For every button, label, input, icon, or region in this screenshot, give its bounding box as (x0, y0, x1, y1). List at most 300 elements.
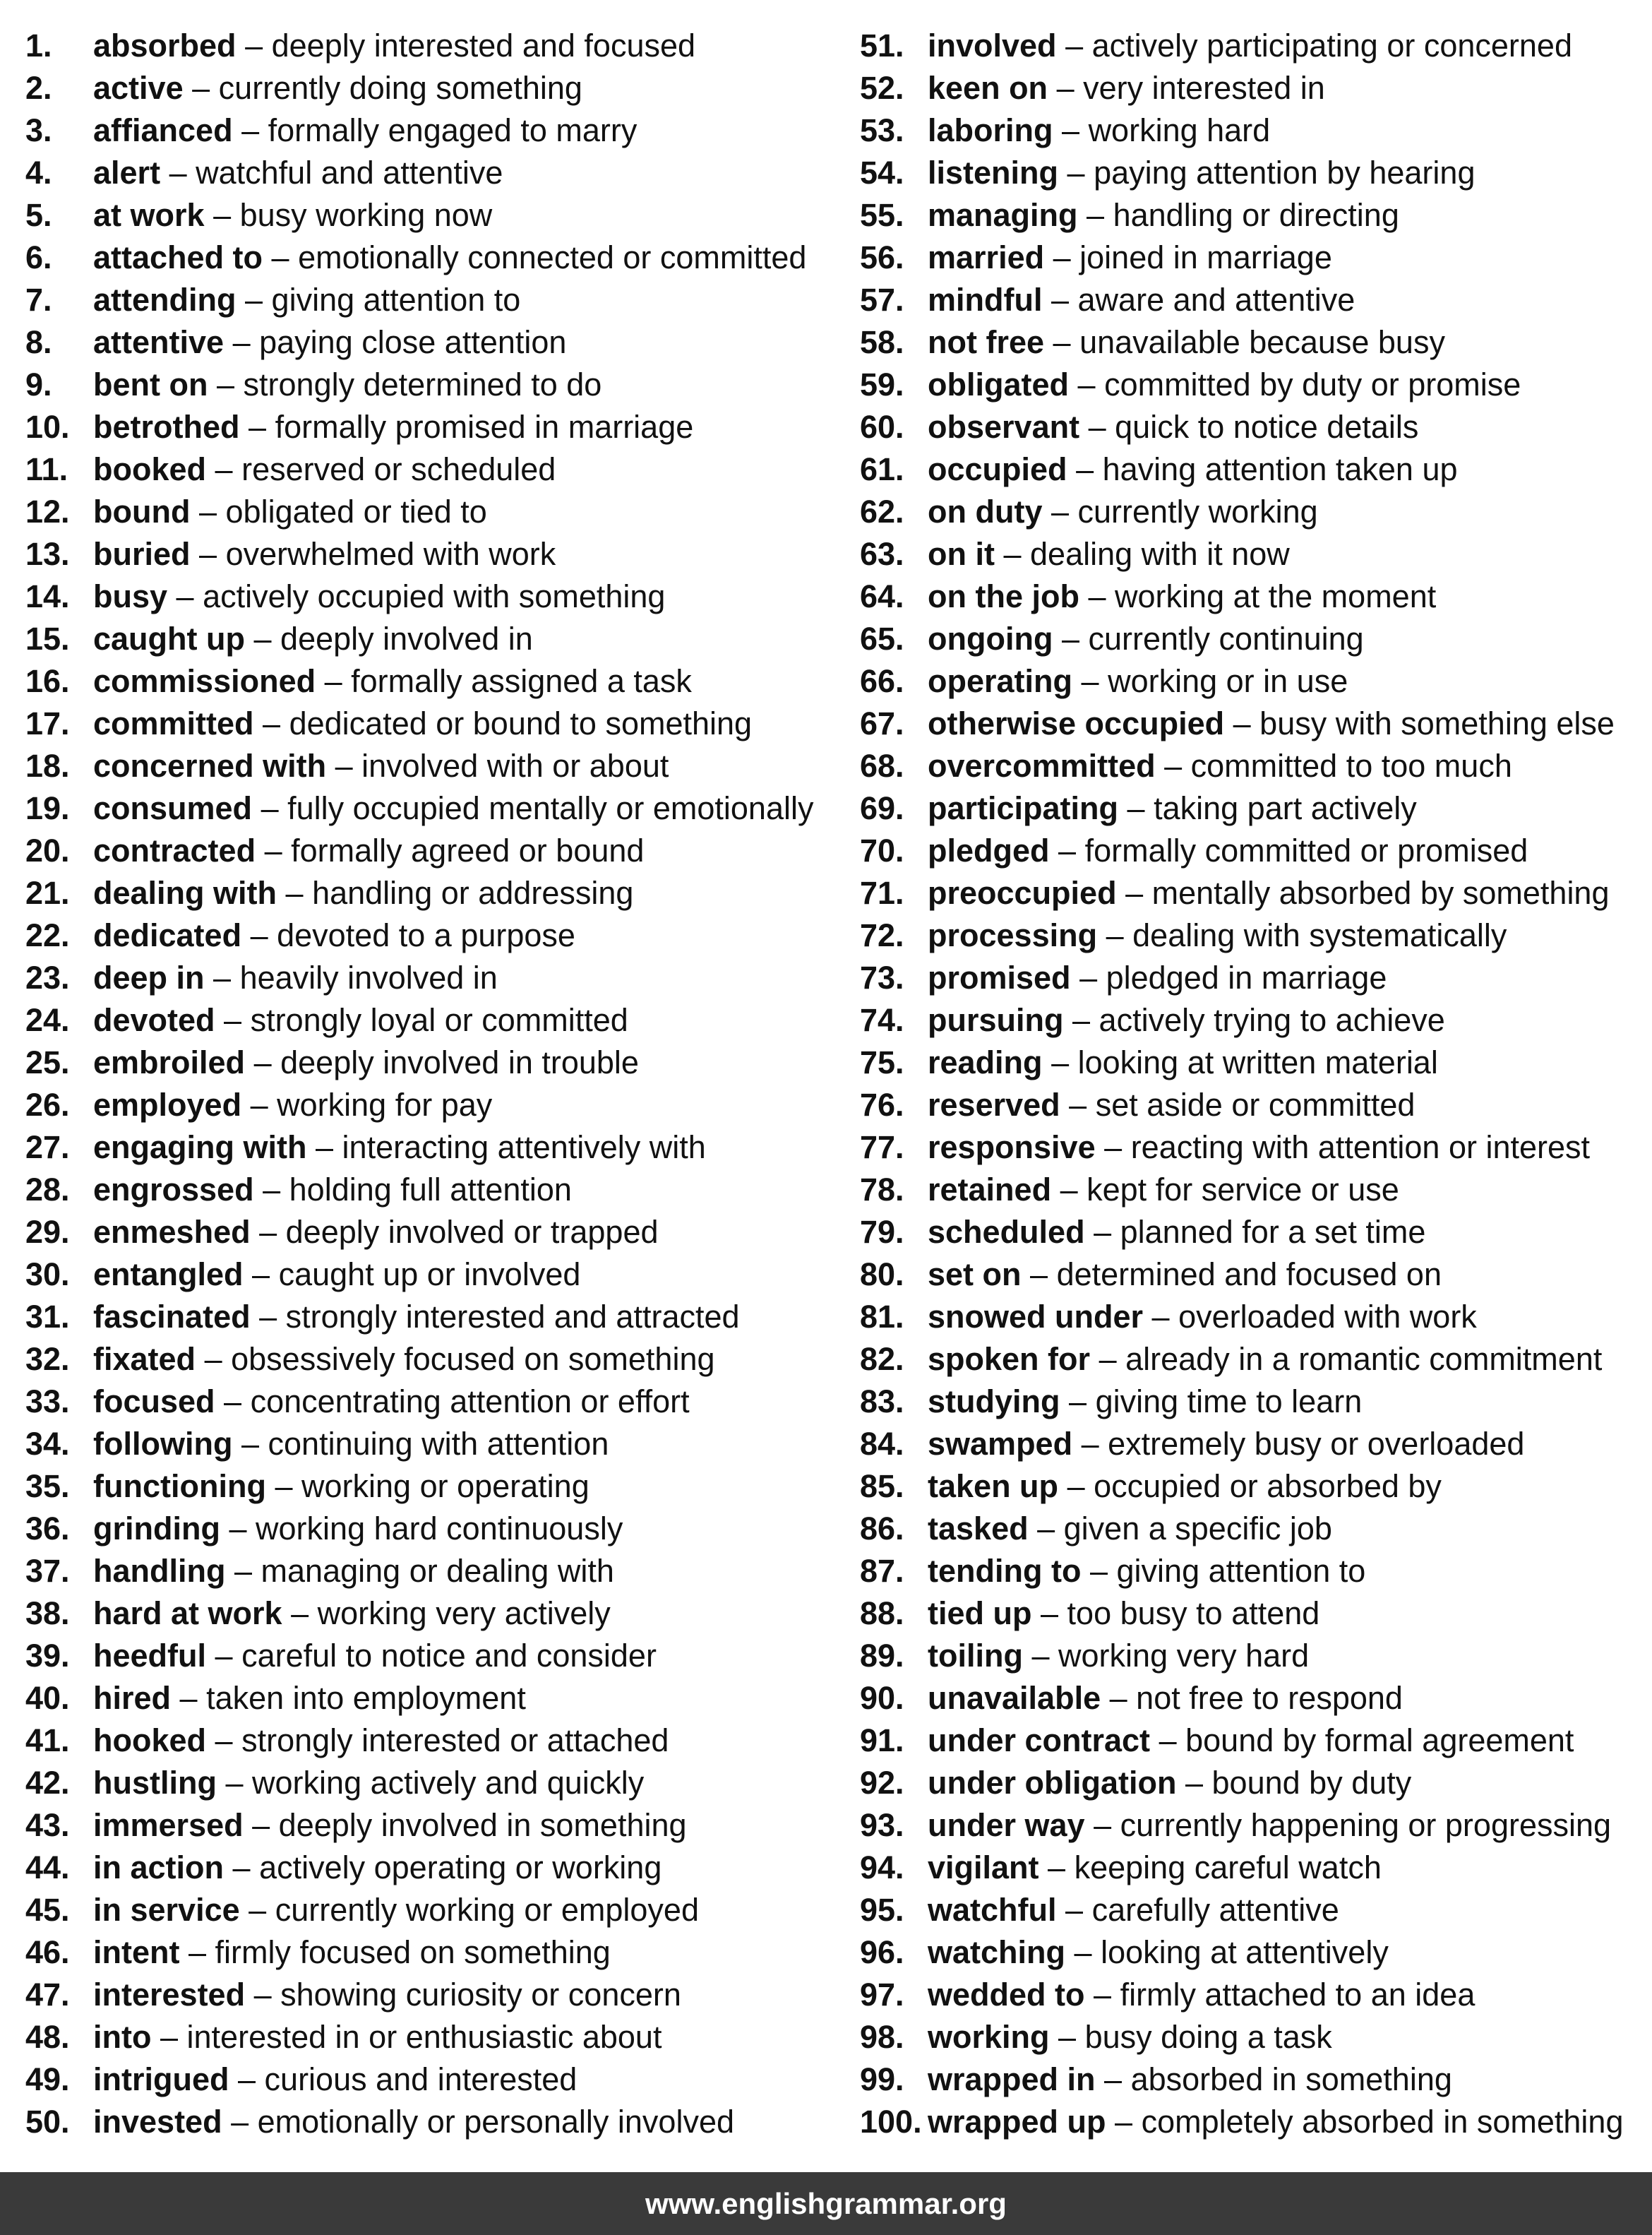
list-item-separator: – (1109, 1680, 1127, 1716)
list-item-separator: – (1079, 960, 1098, 996)
list-item-definition: overwhelmed with work (225, 536, 556, 572)
list-item-separator: – (1048, 1849, 1066, 1885)
list-item-number: 43. (25, 1807, 70, 1843)
list-item-separator: – (1037, 1510, 1055, 1546)
list-item-separator: – (1062, 112, 1080, 148)
list-item-separator: – (1056, 70, 1075, 106)
list-item (860, 703, 1644, 745)
list-item-word: toiling (928, 1638, 1023, 1674)
list-item-definition: reserved or scheduled (241, 451, 556, 487)
list-item (25, 491, 837, 533)
list-item-number: 94. (860, 1849, 904, 1885)
list-item (860, 1847, 1644, 1889)
list-item-number: 77. (860, 1129, 904, 1165)
list-item-definition: caught up or involved (278, 1256, 581, 1292)
list-item-definition: unavailable because busy (1079, 324, 1445, 360)
list-item-number: 45. (25, 1892, 70, 1928)
list-item-definition: busy doing a task (1084, 2019, 1332, 2055)
list-item-definition: set aside or committed (1095, 1087, 1415, 1123)
list-item-number: 25. (25, 1044, 70, 1080)
list-item-separator: – (1088, 578, 1106, 614)
list-item-definition: given a specific job (1063, 1510, 1332, 1546)
list-item-separator: – (1088, 409, 1106, 445)
list-item-word: mindful (928, 282, 1043, 318)
list-item-separator: – (241, 112, 260, 148)
list-item (25, 1931, 837, 1974)
list-item-word: watchful (928, 1892, 1057, 1928)
list-item-separator: – (215, 451, 233, 487)
list-item-word: in action (93, 1849, 225, 1885)
list-item-word: pledged (928, 833, 1050, 869)
list-item-number: 47. (25, 1977, 70, 2013)
list-item-definition: deeply involved in (280, 621, 533, 657)
list-item-definition: currently working or employed (275, 1892, 699, 1928)
list-item (25, 237, 837, 279)
list-item (25, 1296, 837, 1338)
list-item (860, 1423, 1644, 1465)
list-item (860, 999, 1644, 1042)
list-item-definition: handling or directing (1113, 197, 1399, 233)
list-item (860, 152, 1644, 194)
list-item-separator: – (1233, 705, 1251, 741)
list-item-separator: – (1081, 1426, 1099, 1462)
list-item-separator: – (1099, 1341, 1117, 1377)
list-item-separator: – (1061, 621, 1079, 657)
list-item (860, 1508, 1644, 1550)
list-item-number: 36. (25, 1510, 70, 1546)
list-item-definition: working very actively (317, 1595, 611, 1631)
list-item-number: 68. (860, 748, 904, 784)
list-item (860, 576, 1644, 618)
list-item-number: 55. (860, 197, 904, 233)
list-item-separator: – (1164, 748, 1183, 784)
list-item-number: 78. (860, 1172, 904, 1208)
list-item-number: 48. (25, 2019, 70, 2055)
list-item-word: in service (93, 1892, 240, 1928)
list-item-word: promised (928, 960, 1071, 996)
list-item-definition: currently happening or progressing (1120, 1807, 1612, 1843)
list-item-separator: – (176, 578, 194, 614)
list-item (860, 787, 1644, 830)
list-item (25, 1338, 837, 1381)
list-item-word: observant (928, 409, 1080, 445)
list-item-definition: giving attention to (1116, 1553, 1366, 1589)
list-item-definition: mentally absorbed by something (1151, 875, 1610, 911)
list-item-number: 60. (860, 409, 904, 445)
list-item-word: preoccupied (928, 875, 1117, 911)
list-item-word: busy (93, 578, 168, 614)
list-item-number: 86. (860, 1510, 904, 1546)
list-item (25, 914, 837, 957)
list-item-number: 54. (860, 155, 904, 191)
list-item-number: 65. (860, 621, 904, 657)
list-item-definition: holding full attention (289, 1172, 572, 1208)
list-item-definition: watchful and attentive (196, 155, 503, 191)
list-item-separator: – (1104, 2061, 1123, 2097)
list-item-number: 12. (25, 494, 70, 530)
list-item (25, 618, 837, 660)
list-item-definition: concentrating attention or effort (250, 1383, 690, 1419)
list-item-definition: currently working (1077, 494, 1318, 530)
list-item (860, 1889, 1644, 1931)
list-item (25, 576, 837, 618)
list-item-definition: working hard continuously (256, 1510, 623, 1546)
list-item-word: handling (93, 1553, 226, 1589)
list-item (860, 279, 1644, 321)
list-item-number: 96. (860, 1934, 904, 1970)
list-item-number: 42. (25, 1765, 70, 1801)
list-item-separator: – (1058, 2019, 1077, 2055)
list-item-definition: giving time to learn (1095, 1383, 1363, 1419)
list-item-separator: – (1003, 536, 1022, 572)
list-item (860, 1253, 1644, 1296)
list-item (860, 194, 1644, 237)
list-item-number: 80. (860, 1256, 904, 1292)
list-item-separator: – (1065, 28, 1084, 64)
list-item-number: 85. (860, 1468, 904, 1504)
list-item (860, 1592, 1644, 1635)
list-item-word: pursuing (928, 1002, 1064, 1038)
list-item-word: reading (928, 1044, 1043, 1080)
list-item-definition: working at the moment (1115, 578, 1437, 614)
list-item-definition: emotionally or personally involved (257, 2104, 734, 2140)
list-item (860, 1677, 1644, 1720)
list-item-word: booked (93, 451, 207, 487)
list-item-separator: – (1104, 1129, 1123, 1165)
list-item-word: buried (93, 536, 191, 572)
list-item-definition: formally committed or promised (1084, 833, 1528, 869)
list-item-definition: formally engaged to marry (268, 112, 638, 148)
list-item-number: 87. (860, 1553, 904, 1589)
list-item (860, 830, 1644, 872)
list-item-definition: working or in use (1108, 663, 1348, 699)
list-item-word: intrigued (93, 2061, 229, 2097)
list-item-word: otherwise occupied (928, 705, 1225, 741)
list-item-separator: – (1058, 833, 1077, 869)
list-item-definition: joined in marriage (1079, 239, 1332, 275)
list-item-separator: – (249, 1892, 267, 1928)
list-item-separator: – (213, 960, 232, 996)
list-item-number: 72. (860, 917, 904, 953)
list-item-separator: – (264, 833, 282, 869)
list-item-number: 90. (860, 1680, 904, 1716)
list-item-separator: – (1072, 1002, 1091, 1038)
list-item (860, 321, 1644, 364)
list-item-definition: bound by formal agreement (1185, 1722, 1574, 1758)
list-item-definition: dedicated or bound to something (289, 705, 753, 741)
list-item (25, 1169, 837, 1211)
list-item (860, 406, 1644, 448)
list-item-separator: – (250, 1087, 268, 1123)
list-item (860, 2058, 1644, 2101)
list-item-number: 30. (25, 1256, 70, 1292)
list-item-number: 82. (860, 1341, 904, 1377)
list-item-number: 70. (860, 833, 904, 869)
list-item-word: wrapped in (928, 2061, 1096, 2097)
list-item-word: keen on (928, 70, 1048, 106)
list-item-definition: paying attention by hearing (1094, 155, 1476, 191)
list-item-separator: – (1041, 1595, 1059, 1631)
list-item-separator: – (249, 409, 267, 445)
list-item-number: 29. (25, 1214, 70, 1250)
list-item-word: functioning (93, 1468, 266, 1504)
list-item-number: 73. (860, 960, 904, 996)
list-item-word: under obligation (928, 1765, 1177, 1801)
list-item-definition: committed to too much (1190, 748, 1512, 784)
list-item-word: consumed (93, 790, 253, 826)
list-item (25, 109, 837, 152)
list-item-word: dedicated (93, 917, 242, 953)
list-item-separator: – (285, 875, 304, 911)
list-item-number: 38. (25, 1595, 70, 1631)
list-item-word: wedded to (928, 1977, 1085, 2013)
list-item (25, 830, 837, 872)
list-item-separator: – (253, 1977, 272, 2013)
list-item-number: 88. (860, 1595, 904, 1631)
list-item-separator: – (250, 917, 268, 953)
list-item-definition: dealing with systematically (1132, 917, 1507, 953)
list-item-definition: taking part actively (1154, 790, 1417, 826)
list-item (860, 237, 1644, 279)
list-item-number: 3. (25, 112, 52, 148)
list-item (25, 1465, 837, 1508)
list-item-separator: – (1125, 875, 1144, 911)
list-item-number: 32. (25, 1341, 70, 1377)
list-item (860, 745, 1644, 787)
list-item (25, 1592, 837, 1635)
list-item-number: 92. (860, 1765, 904, 1801)
list-item-number: 17. (25, 705, 70, 741)
list-item (860, 448, 1644, 491)
list-item (25, 533, 837, 576)
list-item-word: laboring (928, 112, 1053, 148)
list-item-word: committed (93, 705, 254, 741)
list-item (25, 1381, 837, 1423)
list-item-definition: aware and attentive (1077, 282, 1355, 318)
list-item-separator: – (204, 1341, 222, 1377)
list-item-word: bound (93, 494, 191, 530)
list-item-separator: – (199, 536, 217, 572)
list-item-separator: – (335, 748, 353, 784)
list-item-separator: – (1074, 1934, 1092, 1970)
list-item-separator: – (1053, 239, 1071, 275)
list-item-number: 23. (25, 960, 70, 996)
list-item-definition: emotionally connected or committed (298, 239, 807, 275)
list-item-number: 1. (25, 28, 52, 64)
list-item (860, 1169, 1644, 1211)
list-item-separator: – (238, 2061, 256, 2097)
list-item (25, 1508, 837, 1550)
list-item-definition: continuing with attention (268, 1426, 609, 1462)
list-item-separator: – (213, 197, 232, 233)
list-item-number: 10. (25, 409, 70, 445)
list-item-number: 41. (25, 1722, 70, 1758)
list-item-word: on duty (928, 494, 1043, 530)
list-item-separator: – (259, 1299, 277, 1335)
list-item (25, 1253, 837, 1296)
list-item-number: 26. (25, 1087, 70, 1123)
list-item-definition: deeply involved or trapped (285, 1214, 659, 1250)
list-item (25, 957, 837, 999)
list-item-number: 22. (25, 917, 70, 953)
list-item (25, 1084, 837, 1126)
list-item-word: listening (928, 155, 1059, 191)
list-item-number: 56. (860, 239, 904, 275)
list-item-separator: – (231, 2104, 249, 2140)
list-item-definition: fully occupied mentally or emotionally (287, 790, 814, 826)
list-item-separator: – (234, 1553, 253, 1589)
list-item (25, 2016, 837, 2058)
list-item-definition: kept for service or use (1087, 1172, 1399, 1208)
list-item-word: enmeshed (93, 1214, 251, 1250)
list-item (860, 1042, 1644, 1084)
list-item-word: tasked (928, 1510, 1029, 1546)
list-item-word: tending to (928, 1553, 1082, 1589)
list-item-word: spoken for (928, 1341, 1091, 1377)
list-item-definition: extremely busy or overloaded (1108, 1426, 1525, 1462)
list-item (860, 1381, 1644, 1423)
list-item-number: 7. (25, 282, 52, 318)
list-item-separator: – (1067, 155, 1085, 191)
list-item (25, 1126, 837, 1169)
list-item-word: dealing with (93, 875, 277, 911)
list-item-definition: currently doing something (218, 70, 582, 106)
list-item-word: embroiled (93, 1044, 246, 1080)
list-item-word: interested (93, 1977, 246, 2013)
list-item-separator: – (1051, 282, 1070, 318)
list-item-number: 83. (860, 1383, 904, 1419)
list-item (25, 660, 837, 703)
list-item (860, 1465, 1644, 1508)
list-item-definition: already in a romantic commitment (1125, 1341, 1603, 1377)
list-item-separator: – (316, 1129, 334, 1165)
list-item-definition: managing or dealing with (261, 1553, 614, 1589)
list-item-separator: – (1053, 324, 1071, 360)
word-list-left-column (25, 25, 837, 2143)
list-item-definition: busy working now (239, 197, 493, 233)
list-item-separator: – (1159, 1722, 1177, 1758)
list-item (860, 1211, 1644, 1253)
list-item-number: 89. (860, 1638, 904, 1674)
list-item-word: fascinated (93, 1299, 251, 1335)
list-item-word: participating (928, 790, 1119, 826)
list-item-word: swamped (928, 1426, 1073, 1462)
list-item-number: 40. (25, 1680, 70, 1716)
list-item-definition: deeply interested and focused (271, 28, 696, 64)
list-item-definition: handling or addressing (312, 875, 634, 911)
list-item-number: 4. (25, 155, 52, 191)
list-item-separator: – (232, 324, 251, 360)
list-item-word: caught up (93, 621, 245, 657)
list-item-word: intent (93, 1934, 180, 1970)
list-item (860, 1084, 1644, 1126)
list-item-definition: obsessively focused on something (231, 1341, 715, 1377)
list-item (860, 1720, 1644, 1762)
list-item-separator: – (1094, 1214, 1112, 1250)
list-item-separator: – (1077, 366, 1096, 403)
list-item-number: 35. (25, 1468, 70, 1504)
list-item (860, 1804, 1644, 1847)
list-item-number: 14. (25, 578, 70, 614)
list-item-definition: working hard (1088, 112, 1271, 148)
list-item-definition: formally assigned a task (351, 663, 692, 699)
list-item-definition: involved with or about (361, 748, 669, 784)
list-item-definition: reacting with attention or interest (1130, 1129, 1591, 1165)
list-item (25, 1804, 837, 1847)
list-item-word: devoted (93, 1002, 215, 1038)
list-item-separator: – (169, 155, 187, 191)
list-item-definition: showing curiosity or concern (280, 1977, 681, 2013)
list-item (860, 25, 1644, 67)
list-item-word: set on (928, 1256, 1022, 1292)
list-item (860, 1635, 1644, 1677)
list-item-word: active (93, 70, 184, 106)
list-item (25, 999, 837, 1042)
list-item-number: 15. (25, 621, 70, 657)
list-item (860, 67, 1644, 109)
list-item-number: 49. (25, 2061, 70, 2097)
list-item-separator: – (1106, 917, 1124, 953)
list-item-word: obligated (928, 366, 1069, 403)
list-item (25, 1635, 837, 1677)
list-item-word: attentive (93, 324, 225, 360)
list-item (25, 872, 837, 914)
list-item-separator: – (291, 1595, 309, 1631)
list-item-word: bent on (93, 366, 208, 403)
list-item-separator: – (241, 1426, 259, 1462)
list-item-number: 46. (25, 1934, 70, 1970)
list-item-separator: – (1089, 1553, 1108, 1589)
list-item-word: hooked (93, 1722, 207, 1758)
list-item-word: concerned with (93, 748, 327, 784)
list-item-definition: having attention taken up (1102, 451, 1458, 487)
list-item (860, 957, 1644, 999)
list-item-word: taken up (928, 1468, 1059, 1504)
list-item-definition: actively occupied with something (203, 578, 666, 614)
list-item-word: invested (93, 2104, 222, 2140)
footer-url[interactable]: www.englishgrammar.org (645, 2187, 1007, 2220)
list-item (25, 25, 837, 67)
list-item-number: 11. (25, 451, 68, 487)
list-item-separator: – (1060, 1172, 1078, 1208)
list-item-definition: absorbed in something (1130, 2061, 1452, 2097)
list-item-separator: – (188, 1934, 207, 1970)
list-item-word: watching (928, 1934, 1066, 1970)
list-item (25, 1720, 837, 1762)
list-item-separator: – (261, 790, 279, 826)
list-item-word: managing (928, 197, 1078, 233)
list-item (25, 1889, 837, 1931)
list-item (860, 1550, 1644, 1592)
list-item (860, 872, 1644, 914)
list-item-number: 21. (25, 875, 70, 911)
list-item-definition: keeping careful watch (1074, 1849, 1382, 1885)
list-item (860, 2101, 1644, 2143)
list-item-number: 62. (860, 494, 904, 530)
list-item-word: vigilant (928, 1849, 1039, 1885)
list-item-definition: heavily involved in (239, 960, 498, 996)
list-item-word: hard at work (93, 1595, 282, 1631)
list-item-word: on the job (928, 578, 1079, 614)
list-item-number: 67. (860, 705, 904, 741)
list-item-definition: looking at attentively (1101, 1934, 1389, 1970)
list-item-definition: completely absorbed in something (1141, 2104, 1624, 2140)
list-item (25, 406, 837, 448)
list-item-word: scheduled (928, 1214, 1085, 1250)
list-item (25, 1423, 837, 1465)
list-item-word: heedful (93, 1638, 207, 1674)
list-item-definition: strongly determined to do (243, 366, 602, 403)
